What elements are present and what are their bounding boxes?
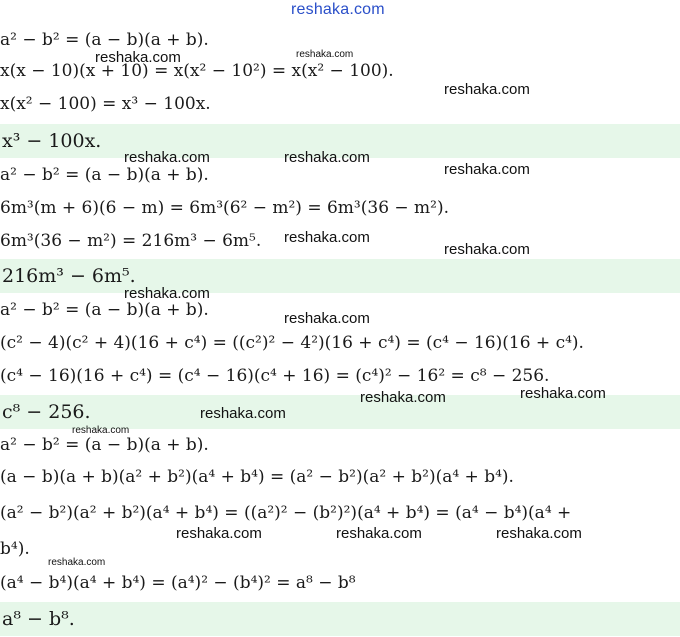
formula-line: (a² − b²)(a² + b²)(a⁴ + b⁴) = ((a²)² − (b²)²)(a⁴ + b⁴) = (a⁴ − b⁴)(a⁴ + (0, 503, 572, 523)
watermark: reshaka.com (284, 229, 370, 246)
formula-line: 6m³(m + 6)(6 − m) = 6m³(6² − m²) = 6m³(36 − m²). (0, 198, 450, 218)
watermark: reshaka.com (444, 241, 530, 258)
formula-line: x(x² − 100) = x³ − 100x. (0, 94, 211, 114)
formula-line: (a⁴ − b⁴)(a⁴ + b⁴) = (a⁴)² − (b⁴)² = a⁸ − b⁸ (0, 573, 356, 593)
watermark: reshaka.com (48, 557, 106, 568)
answer-text: a⁸ − b⁸. (2, 608, 75, 630)
watermark: reshaka.com (336, 525, 422, 542)
watermark: reshaka.com (95, 49, 181, 66)
watermark: reshaka.com (444, 161, 530, 178)
watermark: reshaka.com (360, 389, 446, 406)
watermark: reshaka.com (124, 285, 210, 302)
watermark: reshaka.com (200, 405, 286, 422)
watermark: reshaka.com (284, 149, 370, 166)
formula-line: a² − b² = (a − b)(a + b). (0, 300, 209, 320)
answer-text: 216m³ − 6m⁵. (2, 265, 136, 287)
watermark: reshaka.com (496, 525, 582, 542)
answer-text: c⁸ − 256. (2, 401, 91, 423)
watermark: reshaka.com (72, 425, 130, 436)
watermark: reshaka.com (124, 149, 210, 166)
formula-line: x(x − 10)(x + 10) = x(x² − 10²) = x(x² − 100). (0, 61, 394, 81)
watermark: reshaka.com (520, 385, 606, 402)
watermark: reshaka.com (296, 49, 354, 60)
formula-line: b⁴). (0, 539, 30, 559)
formula-line: (a − b)(a + b)(a² + b²)(a⁴ + b⁴) = (a² − b²)(a² + b²)(a⁴ + b⁴). (0, 467, 514, 487)
answer-text: x³ − 100x. (2, 130, 102, 152)
formula-line: 6m³(36 − m²) = 216m³ − 6m⁵. (0, 231, 262, 251)
formula-line: (c⁴ − 16)(16 + c⁴) = (c⁴ − 16)(c⁴ + 16) = (c⁴)² − 16² = c⁸ − 256. (0, 366, 550, 386)
formula-line: a² − b² = (a − b)(a + b). (0, 30, 209, 50)
formula-line: a² − b² = (a − b)(a + b). (0, 165, 209, 185)
answer-box (0, 602, 680, 636)
formula-line: (c² − 4)(c² + 4)(16 + c⁴) = ((c²)² − 4²)(16 + c⁴) = (c⁴ − 16)(16 + c⁴). (0, 333, 584, 353)
watermark: reshaka.com (284, 310, 370, 327)
watermark: reshaka.com (444, 81, 530, 98)
site-header-link[interactable]: reshaka.com (291, 1, 385, 18)
formula-line: a² − b² = (a − b)(a + b). (0, 435, 209, 455)
answer-box (0, 259, 680, 293)
watermark: reshaka.com (176, 525, 262, 542)
